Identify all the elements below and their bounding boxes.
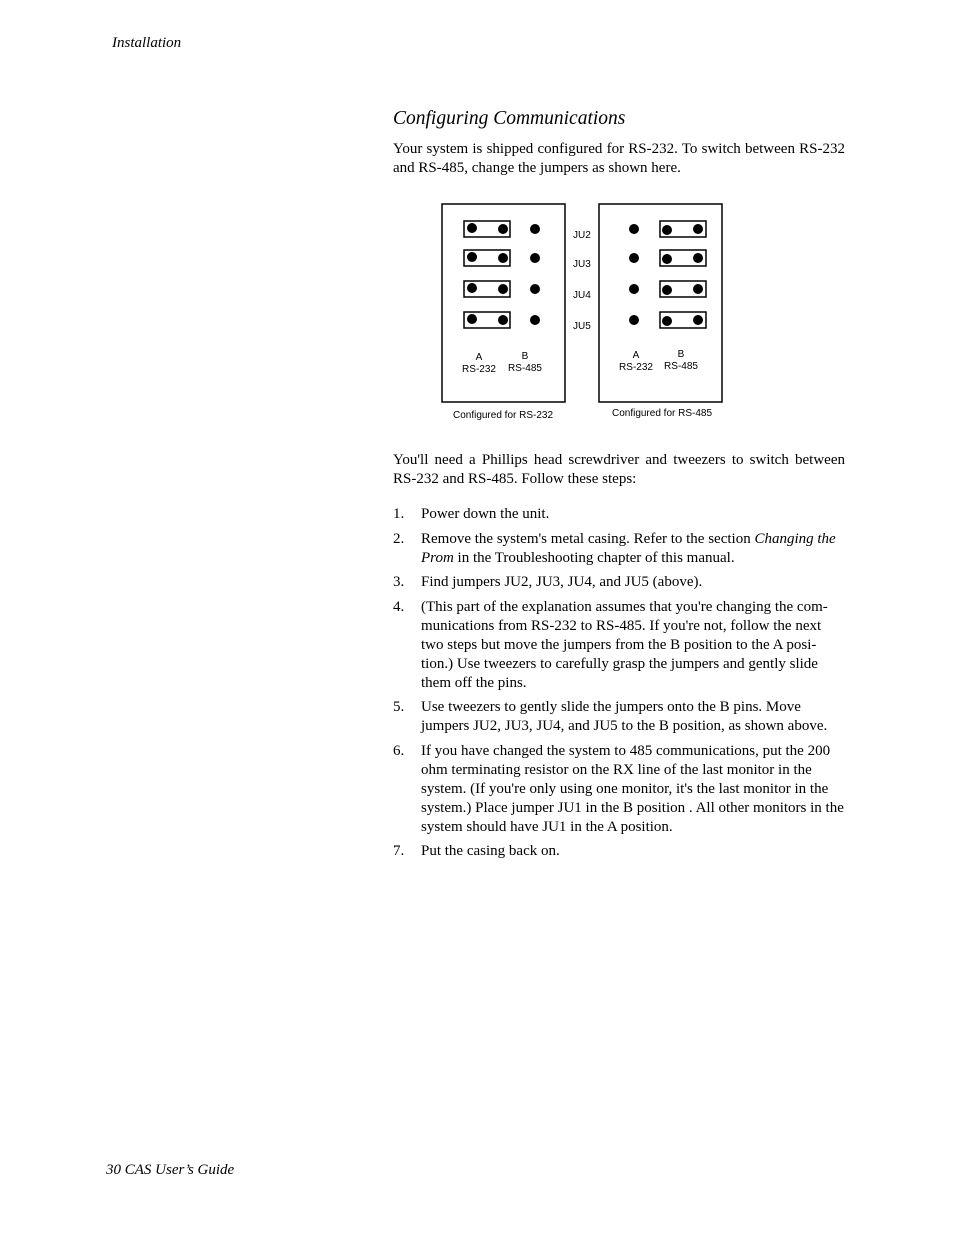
jumper-diagram-svg — [393, 190, 845, 438]
step-item — [393, 742, 845, 837]
step-text: Remove the system's metal casing. Refer to the section Changing the Prom in the Troubleshooting chapter of this manual. — [421, 530, 836, 566]
step-text: If you have changed the system to 485 communications, put the 200 ohm terminating resistor on the RX line of the last monitor in the system. (If you're only using one monitor, it's the last monitor in the system.) Place jumper JU1 in the B position . All other monitors in the system should have JU1 in the A position. — [421, 742, 844, 835]
jumper-pin — [498, 315, 508, 325]
step-text: Put the casing back on. — [421, 843, 560, 859]
jumper-pin — [662, 316, 672, 326]
right-b-label: B — [677, 349, 685, 360]
step-item — [393, 530, 845, 568]
step-text: Find jumpers JU2, JU3, JU4, and JU5 (above). — [421, 574, 703, 590]
main-content — [393, 106, 845, 867]
step-item — [393, 573, 845, 592]
step-emphasis: Changing the Prom — [421, 530, 836, 566]
jumper-label-ju2: JU2 — [573, 230, 591, 241]
step-number: 6. — [393, 742, 405, 759]
step-number: 4. — [393, 598, 405, 615]
step-number: 5. — [393, 699, 405, 715]
left-a-sub: RS-232 — [462, 364, 496, 375]
jumper-pin — [498, 224, 508, 234]
step-text: Power down the unit. — [421, 506, 550, 522]
jumper-pin — [629, 253, 639, 263]
jumper-pin — [693, 224, 703, 234]
jumper-pin — [693, 315, 703, 325]
jumper-pin — [530, 224, 540, 234]
left-b-sub: RS-485 — [508, 363, 542, 374]
step-item — [393, 698, 845, 736]
jumper-pin — [693, 253, 703, 263]
right-caption: Configured for RS-485 — [611, 408, 713, 419]
jumper-pin — [467, 252, 477, 262]
right-a-sub: RS-232 — [619, 362, 653, 373]
step-number: 3. — [393, 574, 405, 590]
jumper-pin — [662, 225, 672, 235]
steps-list — [393, 505, 845, 861]
jumper-diagram — [393, 190, 845, 438]
step-text: (This part of the explanation assumes that you're changing the com-munications from RS-232 to RS-485. If you're not, follow the next two steps but move the jumpers from the B position to the A posi-tion.) Use tweezers to carefully grasp the jumpers and gently slide them off the pins. — [421, 598, 828, 691]
step-item — [393, 598, 845, 693]
step-number: 1. — [393, 506, 405, 522]
jumper-pin — [629, 315, 639, 325]
jumper-pin — [530, 284, 540, 294]
page-footer: 30 CAS User’s Guide — [106, 1162, 235, 1178]
section-title: Configuring Communications — [393, 108, 626, 129]
jumper-pin — [662, 285, 672, 295]
right-b-sub: RS-485 — [664, 361, 698, 372]
jumper-pin — [629, 284, 639, 294]
left-caption: Configured for RS-232 — [452, 410, 554, 421]
step-number: 2. — [393, 530, 405, 547]
intro-paragraph: Your system is shipped configured for RS-232. To switch between RS-232 and RS-485, change the jumpers as shown here. — [393, 141, 845, 176]
left-b-label: B — [521, 351, 529, 362]
running-head: Installation — [112, 35, 182, 51]
right-a-label: A — [632, 350, 640, 361]
step-text: Use tweezers to gently slide the jumpers onto the B pins. Move jumpers JU2, JU3, JU4, and JU5 to the B position, as shown above. — [421, 699, 828, 734]
left-a-label: A — [475, 352, 483, 363]
jumper-label-ju5: JU5 — [573, 321, 591, 332]
jumper-pin — [498, 284, 508, 294]
jumper-label-ju4: JU4 — [573, 290, 591, 301]
jumper-pin — [498, 253, 508, 263]
step-item — [393, 505, 845, 524]
jumper-pin — [467, 314, 477, 324]
jumper-pin — [530, 253, 540, 263]
step-item — [393, 842, 845, 861]
step-number: 7. — [393, 843, 405, 859]
jumper-pin — [629, 224, 639, 234]
tools-paragraph: You'll need a Phillips head screwdriver and tweezers to switch between RS-232 and RS-485. Follow these steps: — [393, 452, 845, 487]
jumper-pin — [530, 315, 540, 325]
jumper-pin — [693, 284, 703, 294]
jumper-label-ju3: JU3 — [573, 259, 591, 270]
jumper-pin — [467, 223, 477, 233]
jumper-pin — [662, 254, 672, 264]
jumper-pin — [467, 283, 477, 293]
